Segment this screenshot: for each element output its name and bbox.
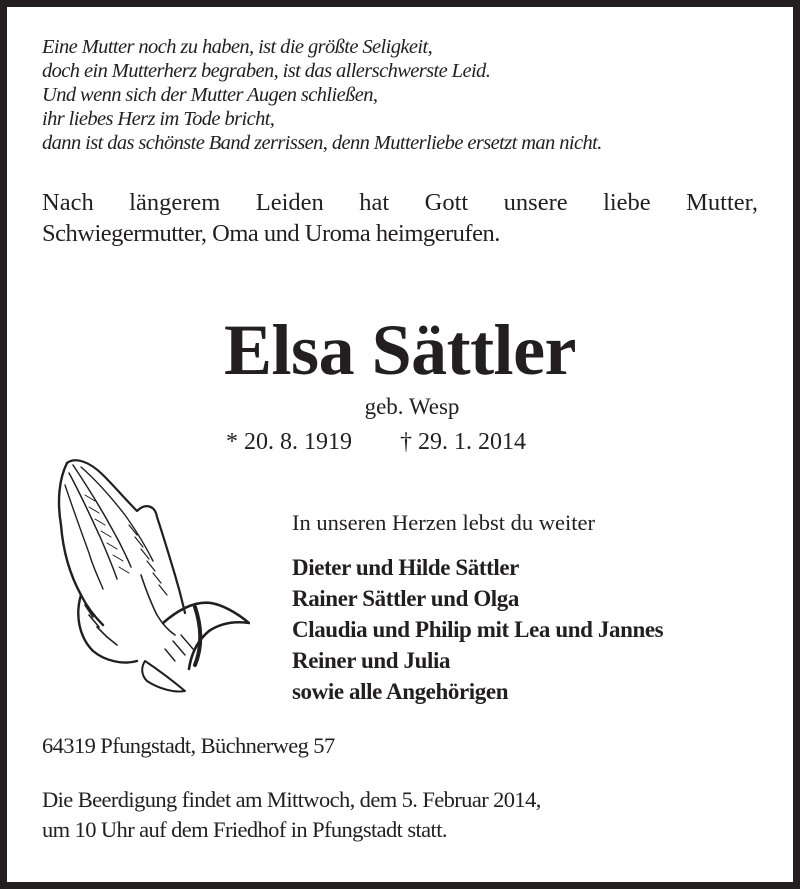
address: 64319 Pfungstadt, Büchnerweg 57 bbox=[42, 733, 335, 758]
maiden-name: geb. Wesp bbox=[364, 394, 460, 419]
praying-hands-icon bbox=[45, 455, 250, 695]
life-dates bbox=[226, 427, 526, 457]
mourner: Claudia und Philip mit Lea und Jannes bbox=[292, 617, 664, 642]
deceased-name: Elsa Sättler bbox=[224, 310, 576, 390]
mourners-list bbox=[292, 552, 663, 707]
intro-text bbox=[42, 187, 758, 249]
intro-word: liebe bbox=[603, 189, 651, 216]
mourner: Rainer Sättler und Olga bbox=[292, 586, 519, 611]
poem-line: doch ein Mutterherz begraben, ist das allerschwerste Leid. bbox=[42, 60, 491, 82]
motto: In unseren Herzen lebst du weiter bbox=[292, 510, 596, 535]
birth-date: * 20. 8. 1919 bbox=[226, 429, 352, 455]
poem-line: dann ist das schönste Band zerrissen, denn Mutterliebe ersetzt man nicht. bbox=[42, 132, 602, 154]
intro-word: Leiden bbox=[255, 189, 324, 216]
poem-line: Und wenn sich der Mutter Augen schließen, bbox=[42, 84, 378, 106]
death-date: † 29. 1. 2014 bbox=[400, 429, 526, 455]
intro-line-2: Schwiegermutter, Oma und Uroma heimgerufen. bbox=[42, 220, 500, 247]
intro-word: längerem bbox=[129, 189, 221, 216]
intro-word: unsere bbox=[503, 189, 568, 216]
intro-line-1 bbox=[42, 187, 758, 218]
mourner: Dieter und Hilde Sättler bbox=[292, 555, 519, 580]
intro-word: Gott bbox=[424, 189, 469, 216]
funeral-line: Die Beerdigung findet am Mittwoch, dem 5. Februar 2014, bbox=[42, 787, 541, 812]
poem bbox=[42, 35, 602, 155]
poem-line: ihr liebes Herz im Tode bricht, bbox=[42, 108, 275, 130]
poem-line: Eine Mutter noch zu haben, ist die größte Seligkeit, bbox=[42, 36, 433, 58]
funeral-line: um 10 Uhr auf dem Friedhof in Pfungstadt statt. bbox=[42, 817, 447, 842]
mourner: sowie alle Angehörigen bbox=[292, 679, 509, 704]
intro-word: hat bbox=[359, 189, 390, 216]
mourner: Reiner und Julia bbox=[292, 648, 451, 673]
funeral-info bbox=[42, 785, 541, 845]
intro-word: Nach bbox=[42, 189, 94, 216]
obituary-notice bbox=[7, 7, 793, 882]
intro-word: Mutter, bbox=[686, 189, 758, 216]
